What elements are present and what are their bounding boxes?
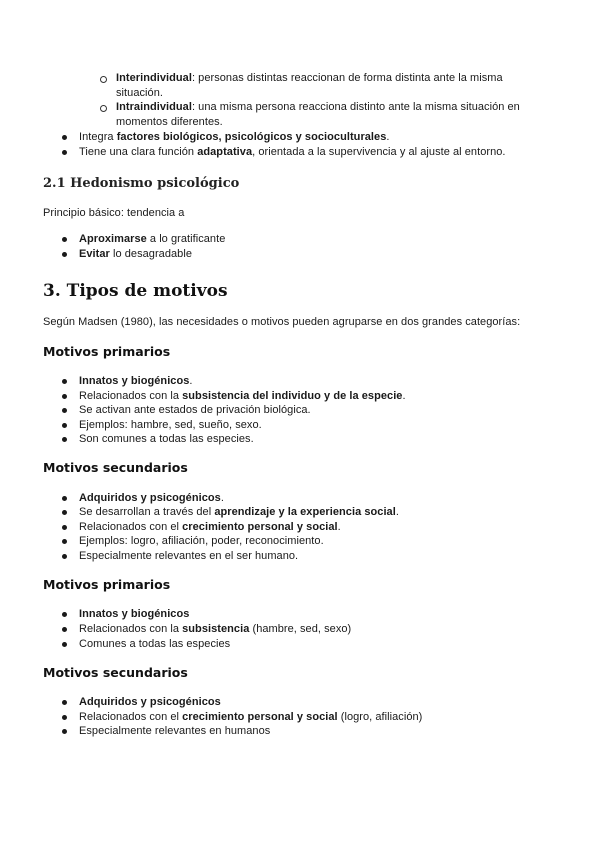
bullet-icon bbox=[62, 627, 67, 632]
bullet-icon bbox=[62, 252, 67, 257]
bullet-icon bbox=[62, 135, 67, 140]
paragraph-intro: Principio básico: tendencia a bbox=[43, 207, 185, 219]
list-item: Relacionados con el crecimiento personal y social. bbox=[79, 521, 341, 533]
bullet-icon bbox=[62, 554, 67, 559]
list-item: Relacionados con la subsistencia del individuo y de la especie. bbox=[79, 390, 406, 402]
list-item: Especialmente relevantes en el ser humano. bbox=[79, 550, 299, 562]
subheading-motivos-secundarios: Motivos secundarios bbox=[43, 460, 188, 475]
sub-bullet-continuation: momentos diferentes. bbox=[116, 116, 223, 128]
sub-bullet-intraindividual: Intraindividual: una misma persona reacciona distinto ante la misma situación en bbox=[116, 101, 520, 113]
list-item: Ejemplos: logro, afiliación, poder, reconocimiento. bbox=[79, 535, 324, 547]
list-item: Relacionados con la subsistencia (hambre, sed, sexo) bbox=[79, 623, 352, 635]
sub-bullet-continuation: situación. bbox=[116, 87, 163, 99]
list-item: Comunes a todas las especies bbox=[79, 638, 231, 650]
bullet-icon bbox=[62, 642, 67, 647]
subheading-motivos-primarios: Motivos primarios bbox=[43, 344, 171, 359]
list-item: Innatos y biogénicos bbox=[79, 608, 190, 620]
bullet-icon bbox=[62, 612, 67, 617]
list-item: Tiene una clara función adaptativa, orientada a la supervivencia y al ajuste al entorno. bbox=[79, 146, 506, 158]
bullet-icon bbox=[62, 394, 67, 399]
section-heading-3: 3. Tipos de motivos bbox=[43, 281, 228, 301]
bullet-icon bbox=[62, 437, 67, 442]
list-item: Aproximarse a lo gratificante bbox=[79, 233, 226, 245]
bullet-icon bbox=[62, 408, 67, 413]
bullet-icon bbox=[62, 539, 67, 544]
list-item: Integra factores biológicos, psicológicos y socioculturales. bbox=[79, 131, 390, 143]
list-item: Adquiridos y psicogénicos. bbox=[79, 492, 224, 504]
sub-bullet-interindividual: Interindividual: personas distintas reaccionan de forma distinta ante la misma bbox=[116, 72, 503, 84]
list-item: Ejemplos: hambre, sed, sueño, sexo. bbox=[79, 419, 262, 431]
section-heading-2-1: 2.1 Hedonismo psicológico bbox=[43, 176, 240, 191]
bullet-icon bbox=[62, 423, 67, 428]
list-item: Se activan ante estados de privación biológica. bbox=[79, 404, 311, 416]
list-item: Adquiridos y psicogénicos bbox=[79, 696, 221, 708]
list-item: Son comunes a todas las especies. bbox=[79, 433, 254, 445]
list-item: Especialmente relevantes en humanos bbox=[79, 725, 271, 737]
list-item: Relacionados con el crecimiento personal y social (logro, afiliación) bbox=[79, 711, 423, 723]
subheading-motivos-primarios: Motivos primarios bbox=[43, 577, 171, 592]
list-item: Se desarrollan a través del aprendizaje y la experiencia social. bbox=[79, 506, 399, 518]
bullet-icon bbox=[62, 237, 67, 242]
bullet-icon bbox=[62, 496, 67, 501]
bullet-icon bbox=[62, 729, 67, 734]
bullet-icon bbox=[62, 715, 67, 720]
paragraph-intro: Según Madsen (1980), las necesidades o motivos pueden agruparse en dos grandes categorías: bbox=[43, 316, 521, 328]
bullet-icon bbox=[62, 700, 67, 705]
bullet-icon bbox=[62, 525, 67, 530]
hollow-bullet-icon bbox=[100, 76, 107, 83]
list-item: Innatos y biogénicos. bbox=[79, 375, 193, 387]
hollow-bullet-icon bbox=[100, 105, 107, 112]
list-item: Evitar lo desagradable bbox=[79, 248, 193, 260]
subheading-motivos-secundarios: Motivos secundarios bbox=[43, 665, 188, 680]
bullet-icon bbox=[62, 150, 67, 155]
bullet-icon bbox=[62, 510, 67, 515]
bullet-icon bbox=[62, 379, 67, 384]
